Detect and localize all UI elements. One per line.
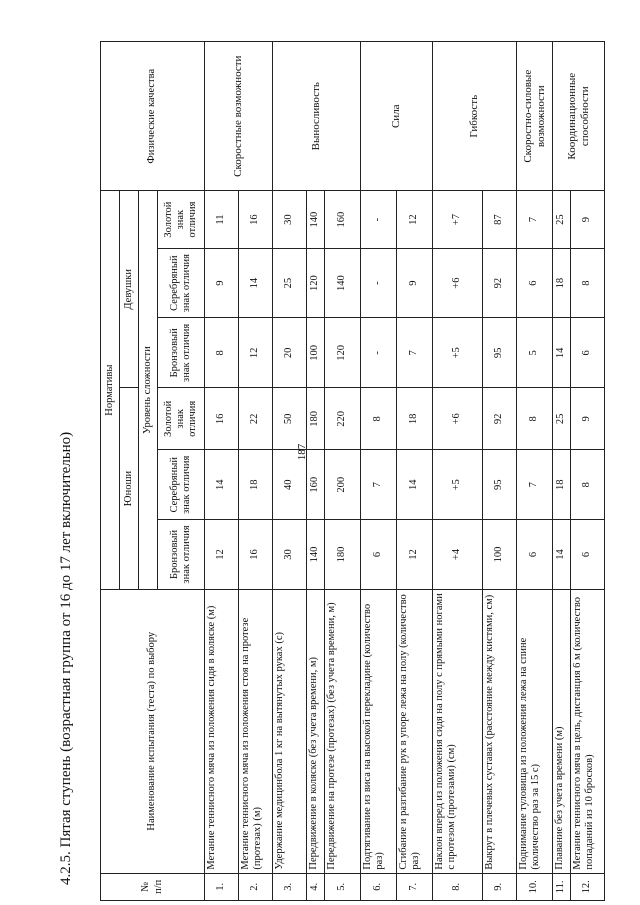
header-norms: Нормативы xyxy=(101,191,120,589)
header-level: Уровень сложности xyxy=(139,191,158,589)
boys-bronze-value: 14 xyxy=(553,520,571,590)
boys-bronze-value: +4 xyxy=(433,520,483,590)
header-boys-bronze: Бронзовый знак отличия xyxy=(158,520,205,590)
girls-gold-value: 9 xyxy=(571,191,605,248)
girls-silver-value: 120 xyxy=(307,248,325,318)
boys-silver-value: 8 xyxy=(571,450,605,520)
test-name: Передвижение в коляске (без учета времени, м) xyxy=(307,589,325,873)
girls-bronze-value: 100 xyxy=(307,318,325,388)
girls-bronze-value: +5 xyxy=(433,318,483,388)
header-boys-silver: Серебряный знак отличия xyxy=(158,450,205,520)
header-boys-gold: Золотой знак отличия xyxy=(158,388,205,450)
girls-silver-value: 140 xyxy=(325,248,361,318)
girls-bronze-value: 6 xyxy=(571,318,605,388)
test-name: Метание теннисного мяча в цель, дистанция 6 м (количество попаданий из 10 бросков) xyxy=(571,589,605,873)
girls-silver-value: 18 xyxy=(553,248,571,318)
row-number: 9. xyxy=(483,873,517,900)
header-boys: Юноши xyxy=(120,388,139,590)
table-row xyxy=(517,42,553,901)
boys-silver-value: 18 xyxy=(553,450,571,520)
girls-silver-value: +6 xyxy=(433,248,483,318)
boys-gold-value: 50 xyxy=(273,388,307,450)
boys-gold-value: 92 xyxy=(483,388,517,450)
girls-gold-value: 7 xyxy=(517,191,553,248)
girls-gold-value: 11 xyxy=(205,191,239,248)
boys-gold-value: 22 xyxy=(239,388,273,450)
girls-silver-value: 92 xyxy=(483,248,517,318)
header-num: № п/п xyxy=(101,873,205,900)
header-qualities: Физические качества xyxy=(101,42,205,191)
girls-silver-value: 25 xyxy=(273,248,307,318)
row-number: 5. xyxy=(325,873,361,900)
header-name: Наименование испытания (теста) по выбору xyxy=(101,589,205,873)
test-name: Выкрут в плечевых суставах (расстояние между кистями, см) xyxy=(483,589,517,873)
row-number: 10. xyxy=(517,873,553,900)
boys-silver-value: 14 xyxy=(205,450,239,520)
section-title: 4.2.5. Пятая ступень (возрастная группа от 16 до 17 лет включительно) xyxy=(58,431,74,885)
row-number: 2. xyxy=(239,873,273,900)
quality-speed: Скоростные возможности xyxy=(205,42,273,191)
girls-silver-value: 9 xyxy=(205,248,239,318)
test-name: Метание теннисного мяча из положения сидя в коляске (м) xyxy=(205,589,239,873)
row-number: 12. xyxy=(571,873,605,900)
test-name: Сгибание и разгибание рук в упоре лежа на полу (количество раз) xyxy=(397,589,433,873)
boys-silver-value: 18 xyxy=(239,450,273,520)
header-girls-gold: Золотой знак отличия xyxy=(158,191,205,248)
girls-bronze-value: 7 xyxy=(397,318,433,388)
row-number: 6. xyxy=(361,873,397,900)
boys-silver-value: 7 xyxy=(361,450,397,520)
boys-gold-value: 8 xyxy=(517,388,553,450)
girls-gold-value: 160 xyxy=(325,191,361,248)
boys-silver-value: 40 xyxy=(273,450,307,520)
girls-gold-value: +7 xyxy=(433,191,483,248)
row-number: 3. xyxy=(273,873,307,900)
boys-gold-value: 18 xyxy=(397,388,433,450)
girls-gold-value: 16 xyxy=(239,191,273,248)
boys-silver-value: 7 xyxy=(517,450,553,520)
boys-bronze-value: 140 xyxy=(307,520,325,590)
girls-bronze-value: 14 xyxy=(553,318,571,388)
girls-gold-value: 30 xyxy=(273,191,307,248)
test-name: Поднимание туловища из положения лежа на спине (количество раз за 15 с) xyxy=(517,589,553,873)
test-name: Удержание медицинбола 1 кг на вытянутых руках (с) xyxy=(273,589,307,873)
boys-bronze-value: 12 xyxy=(205,520,239,590)
boys-silver-value: 95 xyxy=(483,450,517,520)
quality-speed-strength: Скоростно-силовые возможности xyxy=(517,42,553,191)
boys-gold-value: 180 xyxy=(307,388,325,450)
quality-strength: Сила xyxy=(361,42,433,191)
boys-silver-value: 200 xyxy=(325,450,361,520)
table-row xyxy=(205,42,239,901)
boys-gold-value: 220 xyxy=(325,388,361,450)
boys-silver-value: 14 xyxy=(397,450,433,520)
girls-silver-value: - xyxy=(361,248,397,318)
boys-bronze-value: 100 xyxy=(483,520,517,590)
row-number: 7. xyxy=(397,873,433,900)
girls-silver-value: 6 xyxy=(517,248,553,318)
boys-bronze-value: 16 xyxy=(239,520,273,590)
row-number: 11. xyxy=(553,873,571,900)
boys-bronze-value: 180 xyxy=(325,520,361,590)
test-name: Плавание без учета времени (м) xyxy=(553,589,571,873)
header-girls-silver: Серебряный знак отличия xyxy=(158,248,205,318)
page-number: 187 xyxy=(296,443,308,461)
boys-silver-value: +5 xyxy=(433,450,483,520)
boys-silver-value: 160 xyxy=(307,450,325,520)
table-row xyxy=(273,42,307,901)
boys-gold-value: +6 xyxy=(433,388,483,450)
girls-gold-value: 140 xyxy=(307,191,325,248)
girls-silver-value: 9 xyxy=(397,248,433,318)
girls-bronze-value: 20 xyxy=(273,318,307,388)
girls-gold-value: 25 xyxy=(553,191,571,248)
header-row-1 xyxy=(101,42,120,901)
girls-gold-value: 87 xyxy=(483,191,517,248)
girls-bronze-value: 12 xyxy=(239,318,273,388)
boys-bronze-value: 12 xyxy=(397,520,433,590)
test-name: Наклон вперед из положения сидя на полу с прямыми ногами с протезом (протезами) (см) xyxy=(433,589,483,873)
girls-bronze-value: - xyxy=(361,318,397,388)
girls-bronze-value: 120 xyxy=(325,318,361,388)
header-girls: Девушки xyxy=(120,191,139,388)
row-number: 1. xyxy=(205,873,239,900)
girls-bronze-value: 5 xyxy=(517,318,553,388)
boys-gold-value: 16 xyxy=(205,388,239,450)
boys-gold-value: 25 xyxy=(553,388,571,450)
boys-bronze-value: 6 xyxy=(361,520,397,590)
test-name: Передвижение на протезе (протезах) (без учета времени, м) xyxy=(325,589,361,873)
boys-bronze-value: 6 xyxy=(517,520,553,590)
girls-silver-value: 8 xyxy=(571,248,605,318)
boys-bronze-value: 30 xyxy=(273,520,307,590)
quality-flexibility: Гибкость xyxy=(433,42,517,191)
table-row xyxy=(433,42,483,901)
girls-gold-value: 12 xyxy=(397,191,433,248)
test-name: Подтягивание из виса на высокой перекладине (количество раз) xyxy=(361,589,397,873)
boys-gold-value: 8 xyxy=(361,388,397,450)
quality-endurance: Выносливость xyxy=(273,42,361,191)
row-number: 8. xyxy=(433,873,483,900)
header-girls-bronze: Бронзовый знак отличия xyxy=(158,318,205,388)
girls-bronze-value: 8 xyxy=(205,318,239,388)
table-row xyxy=(553,42,571,901)
girls-silver-value: 14 xyxy=(239,248,273,318)
table-row xyxy=(361,42,397,901)
norms-table xyxy=(100,41,605,901)
boys-bronze-value: 6 xyxy=(571,520,605,590)
girls-gold-value: - xyxy=(361,191,397,248)
test-name: Метание теннисного мяча из положения стоя на протезе (протезах) (м) xyxy=(239,589,273,873)
quality-coordination: Координационные способности xyxy=(553,42,605,191)
row-number: 4. xyxy=(307,873,325,900)
girls-bronze-value: 95 xyxy=(483,318,517,388)
boys-gold-value: 9 xyxy=(571,388,605,450)
